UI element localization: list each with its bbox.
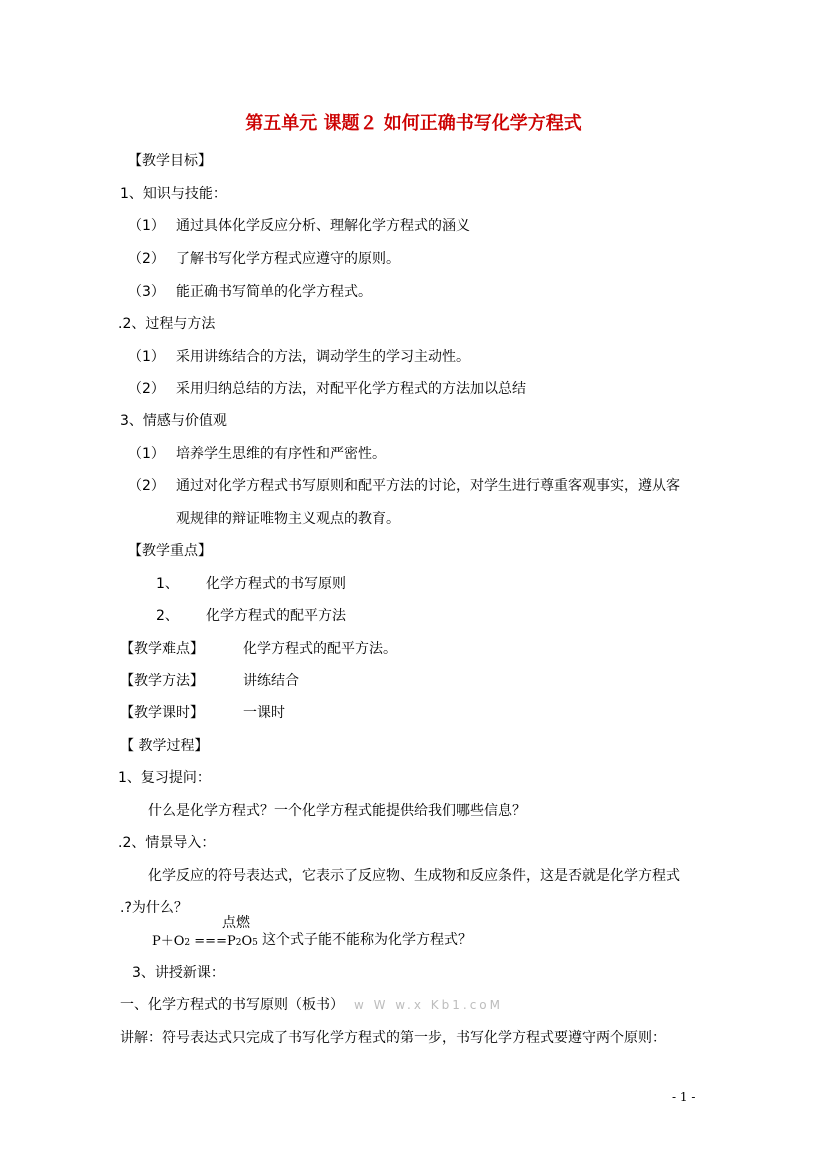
goal-2-2-text: 采用归纳总结的方法，对配平化学方程式的方法加以总结 (176, 381, 526, 397)
equation-arrow: === (194, 934, 227, 949)
chemical-equation (152, 930, 258, 949)
goal-3-1-number: （1） (128, 446, 165, 462)
goal-2-1-text: 采用讲练结合的方法，调动学生的学习主动性。 (176, 349, 470, 365)
key-point-1-text: 化学方程式的书写原则 (206, 576, 346, 592)
review-question: 什么是化学方程式？一个化学方程式能提供给我们哪些信息？ (148, 803, 526, 819)
goal-3-2-text: 通过对化学方程式书写原则和配平方法的讨论，对学生进行尊重客观事实，遵从客 (176, 478, 680, 494)
equation-product-p: P (226, 934, 236, 949)
goal-3-heading: 3、情感与价值观 (120, 413, 227, 429)
process-heading: 【 教学过程】 (120, 738, 209, 754)
goal-1-2-number: （2） (128, 251, 165, 267)
key-point-2-text: 化学方程式的配平方法 (206, 608, 346, 624)
process-step-1: 1、复习提问： (118, 770, 211, 786)
goal-1-3-number: （3） (128, 284, 165, 300)
goal-1-2-text: 了解书写化学方程式应遵守的原则。 (176, 251, 400, 267)
goal-2-2-number: （2） (128, 381, 165, 397)
key-points-heading: 【教学重点】 (128, 543, 212, 559)
equation-reactants: P＋O (152, 934, 185, 949)
equation-p-subscript: 2 (235, 938, 242, 948)
page-title: 第五单元 课题２ 如何正确书写化学方程式 (245, 113, 582, 134)
method-label: 【教学方法】 (120, 673, 204, 689)
page-number: - 1 - (672, 1090, 696, 1104)
scenario-text: 化学反应的符号表达式，它表示了反应物、生成物和反应条件，这是否就是化学方程式 (148, 868, 680, 884)
goal-1-1-text: 通过具体化学反应分析、理解化学方程式的涵义 (176, 218, 470, 234)
equation-product-o: O (241, 934, 253, 949)
goal-3-1-text: 培养学生思维的有序性和严密性。 (176, 446, 386, 462)
goals-heading: 【教学目标】 (128, 153, 212, 169)
difficulty-label: 【教学难点】 (120, 641, 204, 657)
explanation-text: 讲解：符号表达式只完成了书写化学方程式的第一步，书写化学方程式要遵守两个原则： (120, 1030, 666, 1046)
goal-3-2-continuation: 观规律的辩证唯物主义观点的教育。 (176, 511, 400, 527)
goal-3-2-number: （2） (128, 478, 165, 494)
equation-condition: 点燃 (222, 915, 250, 931)
difficulty-text: 化学方程式的配平方法。 (243, 641, 397, 657)
goal-2-heading: .2、过程与方法 (118, 316, 216, 332)
writing-principles-heading: 一、化学方程式的书写原则（板书） (120, 997, 344, 1013)
goal-1-heading: 1、知识与技能： (120, 186, 227, 202)
equation-o-subscript: 5 (252, 938, 258, 948)
scenario-continuation: .?为什么？ (120, 900, 188, 916)
key-point-2-number: 2、 (156, 608, 179, 624)
equation-o2-subscript: 2 (184, 938, 191, 948)
hours-label: 【教学课时】 (120, 705, 204, 721)
hours-text: 一课时 (243, 705, 285, 721)
goal-2-1-number: （1） (128, 349, 165, 365)
goal-1-1-number: （1） (128, 218, 165, 234)
process-step-2: .2、情景导入： (118, 835, 216, 851)
goal-1-3-text: 能正确书写简单的化学方程式。 (176, 284, 372, 300)
equation-question: 这个式子能不能称为化学方程式？ (262, 932, 472, 948)
watermark: w W w.x Kb1.coM (354, 998, 503, 1012)
process-step-3: 3、讲授新课： (132, 965, 225, 981)
method-text: 讲练结合 (243, 673, 299, 689)
key-point-1-number: 1、 (156, 576, 179, 592)
